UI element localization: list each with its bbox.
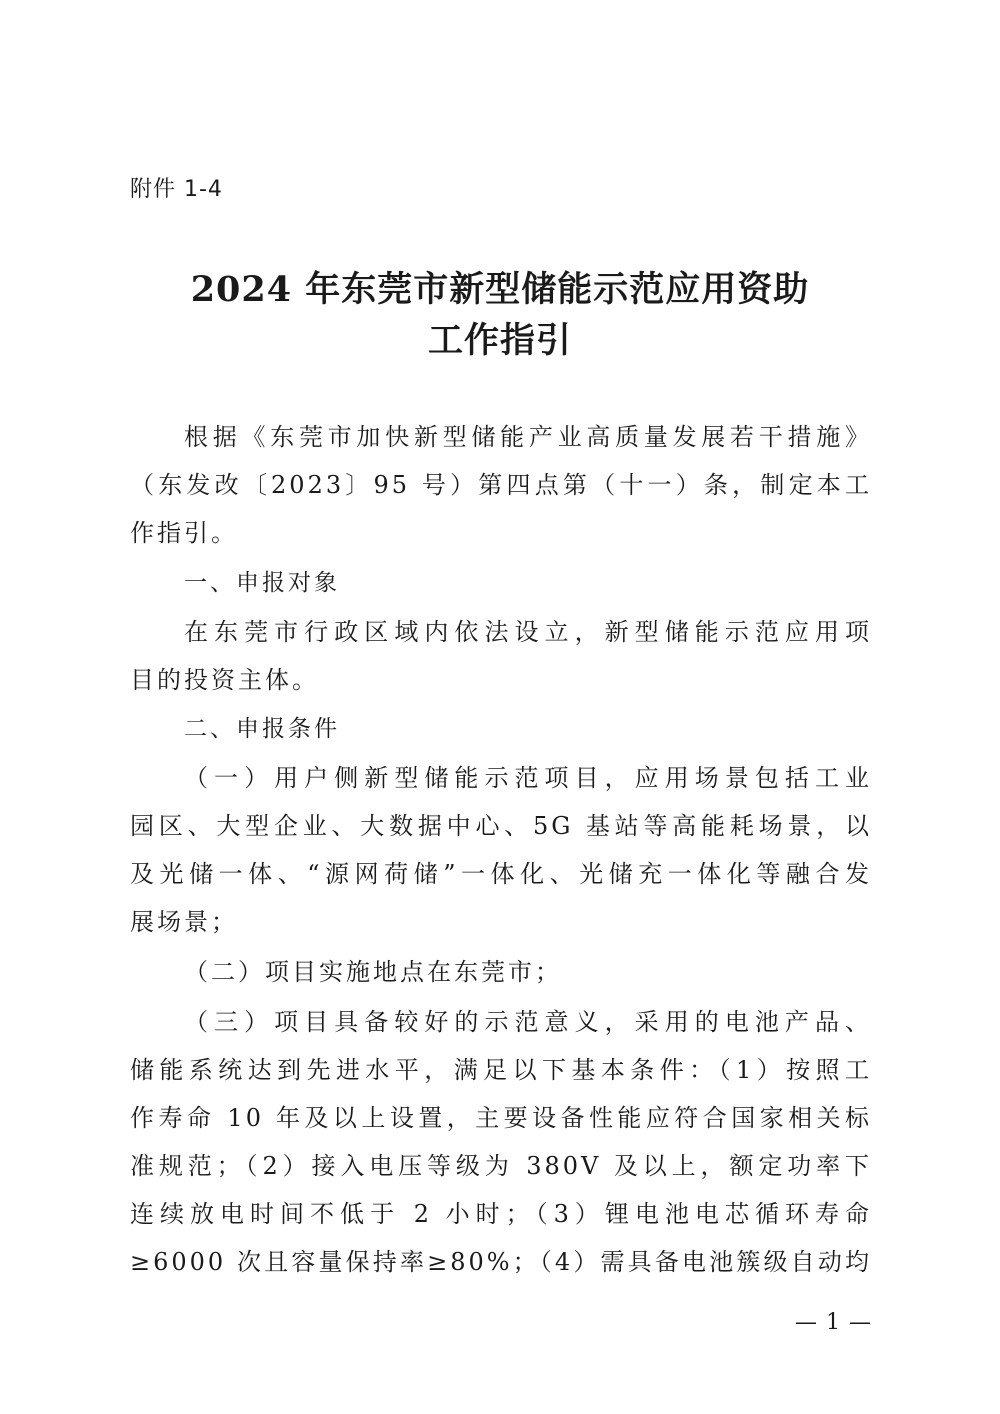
attachment-label: 附件 1-4 bbox=[130, 177, 223, 202]
document-title-line-1: 2024 年东莞市新型储能示范应用资助 bbox=[190, 269, 810, 310]
body-line: 作指引。 bbox=[130, 519, 238, 547]
section-heading: 一、申报对象 bbox=[184, 570, 340, 596]
body-line: 园区、大型企业、大数据中心、5G 基站等高能耗场景，以 bbox=[130, 812, 872, 840]
body-line: ≥6000 次且容量保持率≥80%；（4）需具备电池簇级自动均 bbox=[130, 1248, 872, 1276]
body-line: 作寿命 10 年及以上设置，主要设备性能应符合国家相关标 bbox=[130, 1104, 872, 1132]
body-line: 及光储一体、“源网荷储”一体化、光储充一体化等融合发 bbox=[130, 860, 872, 888]
body-line: 连续放电时间不低于 2 小时；（3）锂电池电芯循环寿命 bbox=[130, 1200, 872, 1228]
body-line: （东发改〔2023〕95 号）第四点第（十一）条，制定本工 bbox=[130, 471, 872, 499]
body-line: （二）项目实施地点在东莞市； bbox=[184, 958, 562, 986]
body-line: 准规范；（2）接入电压等级为 380V 及以上，额定功率下 bbox=[130, 1152, 872, 1180]
body-line: 目的投资主体。 bbox=[130, 666, 319, 694]
page-number: — 1 — bbox=[795, 1310, 872, 1335]
body-line: 储能系统达到先进水平，满足以下基本条件：（1）按照工 bbox=[130, 1056, 872, 1084]
body-line: 在东莞市行政区域内依法设立，新型储能示范应用项 bbox=[184, 618, 872, 646]
section-heading: 二、申报条件 bbox=[184, 716, 340, 742]
body-line: （一）用户侧新型储能示范项目，应用场景包括工业 bbox=[184, 764, 872, 792]
body-line: 根据《东莞市加快新型储能产业高质量发展若干措施》 bbox=[184, 423, 872, 451]
document-title-line-2: 工作指引 bbox=[427, 320, 572, 361]
body-line: 展场景； bbox=[130, 908, 238, 936]
body-line: （三）项目具备较好的示范意义，采用的电池产品、 bbox=[184, 1008, 872, 1036]
